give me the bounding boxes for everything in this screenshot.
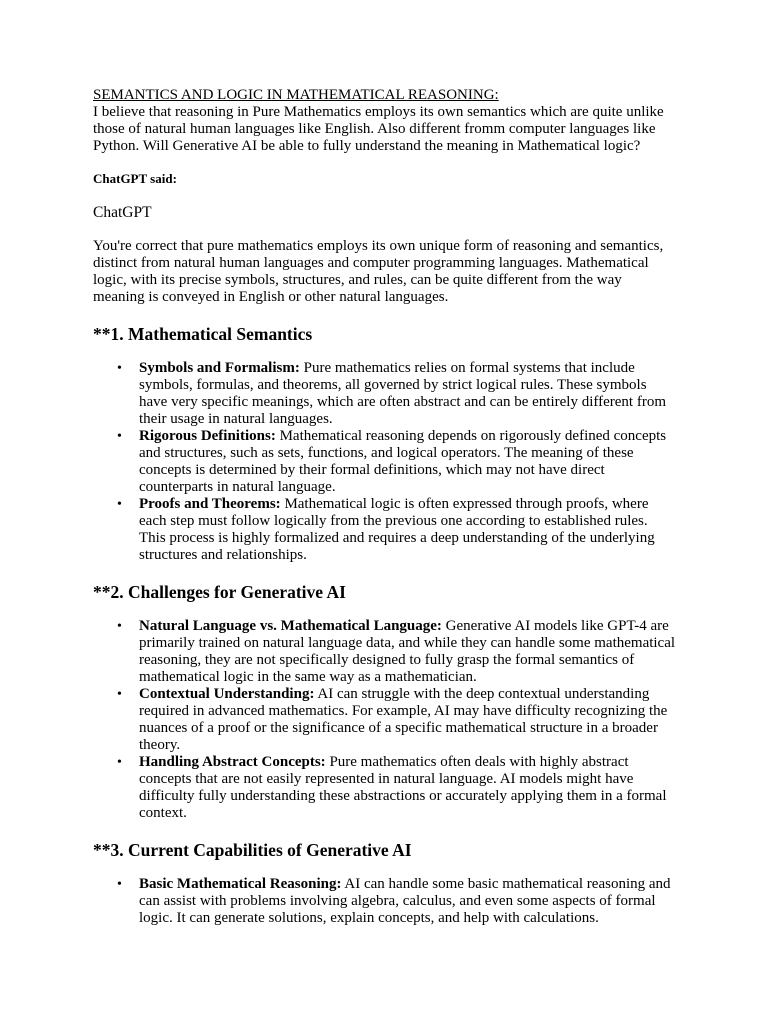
bullet-icon: • [117, 429, 122, 444]
section-heading-challenges: **2. Challenges for Generative AI [93, 582, 346, 602]
bullet-list-capabilities [93, 876, 676, 927]
section-heading-semantics: **1. Mathematical Semantics [93, 324, 313, 344]
bullet-icon: • [117, 619, 122, 634]
list-item [117, 754, 676, 822]
said-label: ChatGPT said: [93, 171, 177, 186]
section-heading-capabilities: **3. Current Capabilities of Generative AI [93, 840, 412, 860]
bullet-list-challenges [93, 618, 676, 822]
list-item [117, 618, 676, 686]
bullet-icon: • [117, 361, 122, 376]
list-item-text: Mathematical reasoning depends on rigorously defined concepts and structures, such as sets, functions, and logical operators. The meaning of these concepts is determined by their formal definitions, which may not have direct counterparts in natural language. [139, 428, 667, 495]
list-item-term: Proofs and Theorems: [139, 496, 281, 512]
list-item-term: Contextual Understanding: [139, 686, 315, 702]
list-item [117, 360, 676, 428]
list-item-text: Mathematical logic is often expressed through proofs, where each step must follow logically from the previous one according to established rules. This process is highly formalized and requires a deep understanding of the underlying structures and relationships. [139, 496, 655, 563]
bullet-icon: • [117, 877, 122, 892]
list-item [117, 686, 676, 754]
author-name: ChatGPT [93, 204, 152, 221]
bullet-icon: • [117, 755, 122, 770]
list-item-term: Handling Abstract Concepts: [139, 754, 326, 770]
bullet-icon: • [117, 497, 122, 512]
list-item-text: Pure mathematics relies on formal systems that include symbols, formulas, and theorems, all governed by strict logical rules. These symbols have very specific meanings, which are often abstract and can be entirely different from their usage in natural languages. [139, 360, 666, 427]
bullet-icon: • [117, 687, 122, 702]
list-item-text: AI can handle some basic mathematical reasoning and can assist with problems involving algebra, calculus, and even some aspects of formal logic. It can generate solutions, explain concepts, and help with calculations. [139, 876, 671, 926]
list-item-term: Natural Language vs. Mathematical Language: [139, 618, 442, 634]
list-item-term: Symbols and Formalism: [139, 360, 300, 376]
bullet-list-semantics [93, 360, 676, 564]
list-item-text: Generative AI models like GPT-4 are primarily trained on natural language data, and while they can handle some mathematical reasoning, they are not specifically designed to fully grasp the formal semantics of mathematical logic in the same way as a mathematician. [139, 618, 676, 685]
document-title: SEMANTICS AND LOGIC IN MATHEMATICAL REASONING: [93, 87, 499, 103]
list-item [117, 428, 676, 496]
list-item-term: Rigorous Definitions: [139, 428, 276, 444]
question-text: I believe that reasoning in Pure Mathematics employs its own semantics which are quite unlike those of natural human languages like English. Also different fromm computer languages like Python. Will Generative AI be able to fully understand the meaning in Mathematical logic? [93, 104, 664, 154]
list-item-text: Pure mathematics often deals with highly abstract concepts that are not easily represented in natural language. AI models might have difficulty fully understanding these abstractions or accurately applying them in a formal context. [139, 754, 667, 821]
question-block [93, 87, 676, 155]
intro-paragraph: You're correct that pure mathematics employs its own unique form of reasoning and semantics, distinct from natural human languages and computer programming languages. Mathematical logic, with its precise symbols, structures, and rules, can be quite different from the way meaning is conveyed in English or other natural languages. [93, 238, 664, 305]
list-item-text: AI can struggle with the deep contextual understanding required in advanced mathematics. For example, AI may have difficulty recognizing the nuances of a proof or the significance of a specific mathematical structure in a broader theory. [139, 686, 668, 753]
list-item [117, 876, 676, 927]
list-item-term: Basic Mathematical Reasoning: [139, 876, 342, 892]
list-item [117, 496, 676, 564]
